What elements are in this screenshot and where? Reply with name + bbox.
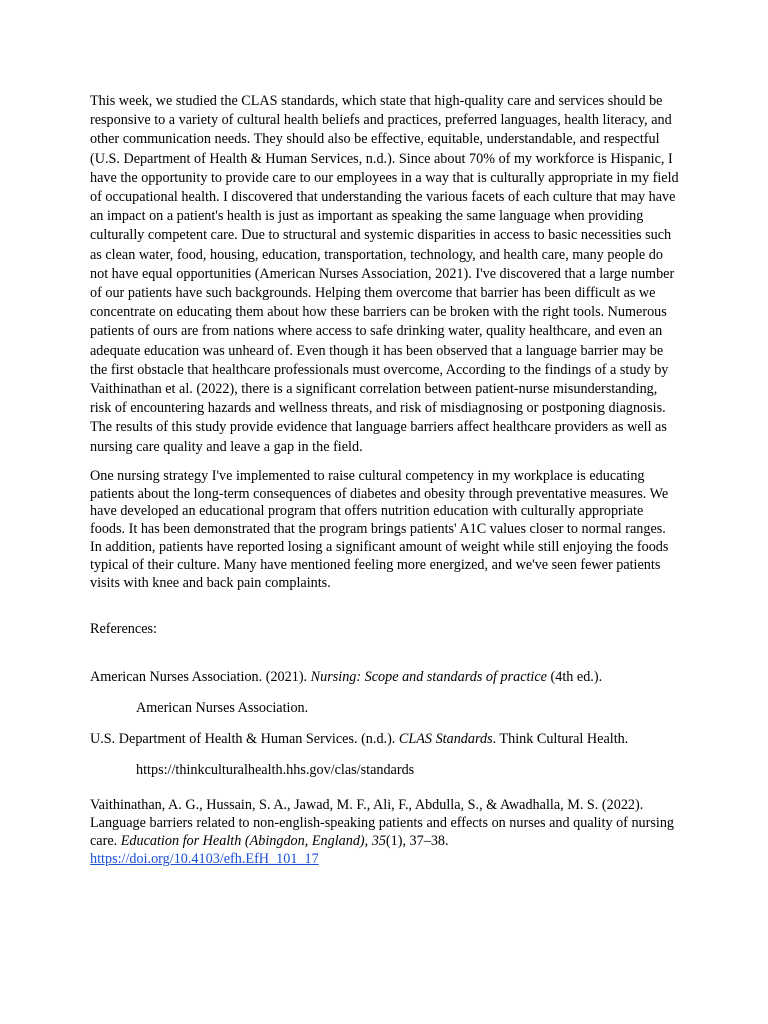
reference-2-source: . Think Cultural Health. <box>492 731 629 748</box>
reference-3-issue-pages: (1), 37–38. <box>385 833 449 850</box>
body-paragraph-1: This week, we studied the CLAS standards, which state that high-quality care and services should be responsive to a variety of cultural health beliefs and practices, preferred languages, health literacy, and other communication needs. They should also be effective, equitable, understandable, and respectful (U.S. Department of Health & Human Services, n.d.). Since about 70% of my workforce is Hispanic, I have the opportunity to provide care to our employees in a way that is culturally appropriate in my field of occupational health. I discovered that understanding the various facets of each culture that may have an impact on a patient's health is just as important as speaking the same language when providing culturally competent care. Due to structural and systemic disparities in access to basic necessities such as clean water, food, housing, education, transportation, technology, and health care, many people do not have equal opportunities (American Nurses Association, 2021). I've discovered that a large number of our patients have such backgrounds. Helping them overcome that barrier has been difficult as we concentrate on educating them about how these barriers can be broken with the right tools. Numerous patients of ours are from nations where access to safe drinking water, quality healthcare, and even an adequate education was unheard of. Even though it has been observed that a language barrier may be the first obstacle that healthcare professionals must overcome, According to the findings of a study by Vaithinathan et al. (2022), there is a significant correlation between patient-nurse misunderstanding, risk of encountering hazards and wellness threats, and risk of misdiagnosing or postponing diagnosis. The results of this study provide evidence that language barriers affect healthcare providers as well as nursing care quality and leave a gap in the field. <box>90 93 679 455</box>
reference-2 <box>90 730 680 749</box>
reference-3-doi-link[interactable]: https://doi.org/10.4103/efh.EfH_101_17 <box>90 851 319 868</box>
reference-3-authors: Vaithinathan, A. G., Hussain, S. A., Jawad, M. F., Ali, F., Abdulla, S., & Awadhalla, M. S. (2022). Language barriers related to non-english-speaking patients and effects on nurses and quality of nursing care. <box>90 797 675 850</box>
reference-2-authors: U.S. Department of Health & Human Services. (n.d.). <box>90 731 399 748</box>
document-page <box>90 92 680 868</box>
reference-1-publisher: American Nurses Association. <box>136 700 309 717</box>
reference-3 <box>90 796 680 868</box>
reference-1-authors: American Nurses Association. (2021). <box>90 669 311 686</box>
reference-1-edition: (4th ed.). <box>546 669 603 686</box>
reference-1 <box>90 668 680 687</box>
body-paragraph-2: One nursing strategy I've implemented to raise cultural competency in my workplace is educating patients about the long-term consequences of diabetes and obesity through preventative measures. We have developed an educational program that offers nutrition education with culturally appropriate foods. It has been demonstrated that the program brings patients' A1C values closer to normal ranges. In addition, patients have reported losing a significant amount of weight while still enjoying the foods typical of their culture. Many have mentioned feeling more energized, and we've seen fewer patients visits with knee and back pain complaints. <box>90 467 669 591</box>
reference-1-title: Nursing: Scope and standards of practice <box>310 669 547 686</box>
reference-2-title: CLAS Standards <box>398 731 493 748</box>
references-heading: References: <box>90 621 157 638</box>
reference-2-url: https://thinkculturalhealth.hhs.gov/clas/standards <box>136 762 415 779</box>
reference-3-journal: Education for Health (Abingdon, England), 35 <box>120 833 386 850</box>
